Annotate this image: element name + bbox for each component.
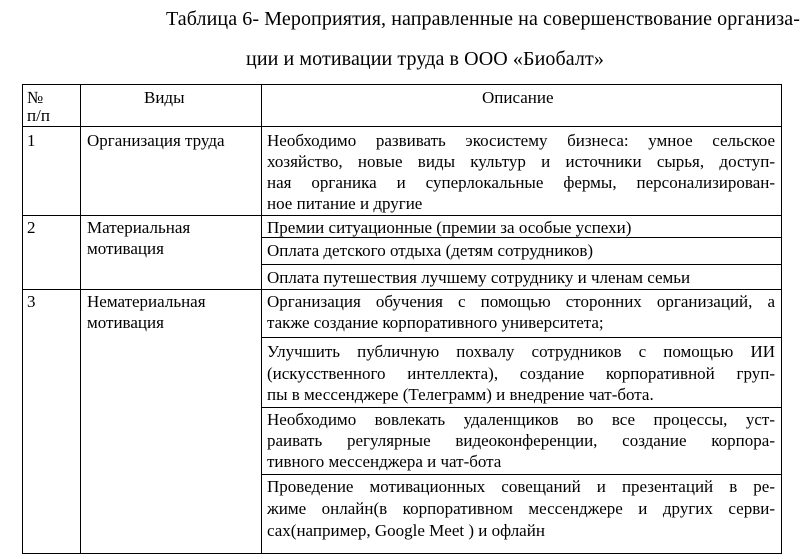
row-3-num: 3 xyxy=(27,292,36,311)
row-3-desc-line: раивать регулярные видеоконференции, создание корпора- xyxy=(267,431,775,450)
row-3-desc-line: Необходимо вовлекать удаленщиков во все процессы, уст- xyxy=(267,410,775,429)
row-3-desc-line: Организация обучения с помощью сторонних организаций, а xyxy=(267,292,775,311)
row-3-desc-line: жиме онлайн(в корпоративном мессенджере и других серви- xyxy=(267,499,775,518)
row-3-type: мотивация xyxy=(87,313,164,332)
row-3-desc-line: пы в мессенджере (Телеграмм) и внедрение чат-бота. xyxy=(267,385,654,404)
measures-table xyxy=(22,84,782,554)
row-2-type: Материальная xyxy=(87,218,191,237)
row-3-desc-line: тивного мессенджера и чат-бота xyxy=(267,452,502,471)
row-3-desc-line: Проведение мотивационных совещаний и презентаций в ре- xyxy=(267,477,775,496)
row-1-desc-line: ная органика и суперлокальные фермы, персонализирован- xyxy=(267,173,775,192)
table-caption-line-1: Таблица 6- Мероприятия, направленные на совершенствование организа- xyxy=(165,8,800,30)
row-1-desc-line: хозяйство, новые виды культур и источники сырья, доступ- xyxy=(267,152,775,171)
row-2-desc-line: Оплата путешествия лучшему сотруднику и членам семьи xyxy=(267,268,691,287)
row-3-desc-line: Улучшить публичную похвалу сотрудников с помощью ИИ xyxy=(267,342,775,361)
row-3-desc-line: (искусственного интеллекта), создание корпоративной груп- xyxy=(267,364,775,383)
table-caption-line-2: ции и мотивации труда в ООО «Биобалт» xyxy=(246,48,604,70)
header-num-sub: п/п xyxy=(27,106,50,125)
row-3-desc-line: также создание корпоративного университета; xyxy=(267,313,604,332)
row-3-desc-line: сах(например, Google Meet ) и офлайн xyxy=(267,521,545,540)
row-2-type: мотивация xyxy=(87,239,164,258)
row-2-desc-line: Премии ситуационные (премии за особые успехи) xyxy=(267,218,632,237)
row-1-desc-line: ное питание и другие xyxy=(267,194,423,213)
row-1-num: 1 xyxy=(27,131,36,150)
header-num: № xyxy=(27,88,44,107)
row-2-num: 2 xyxy=(27,218,36,237)
row-1-desc-line: Необходимо развивать экосистему бизнеса: умное сельское xyxy=(267,131,775,150)
header-description: Описание xyxy=(482,88,554,107)
row-2-desc-line: Оплата детского отдыха (детям сотрудников) xyxy=(267,241,594,260)
row-3-type: Нематериальная xyxy=(87,292,206,311)
header-types: Виды xyxy=(144,88,185,107)
row-1-type: Организация труда xyxy=(87,131,225,150)
